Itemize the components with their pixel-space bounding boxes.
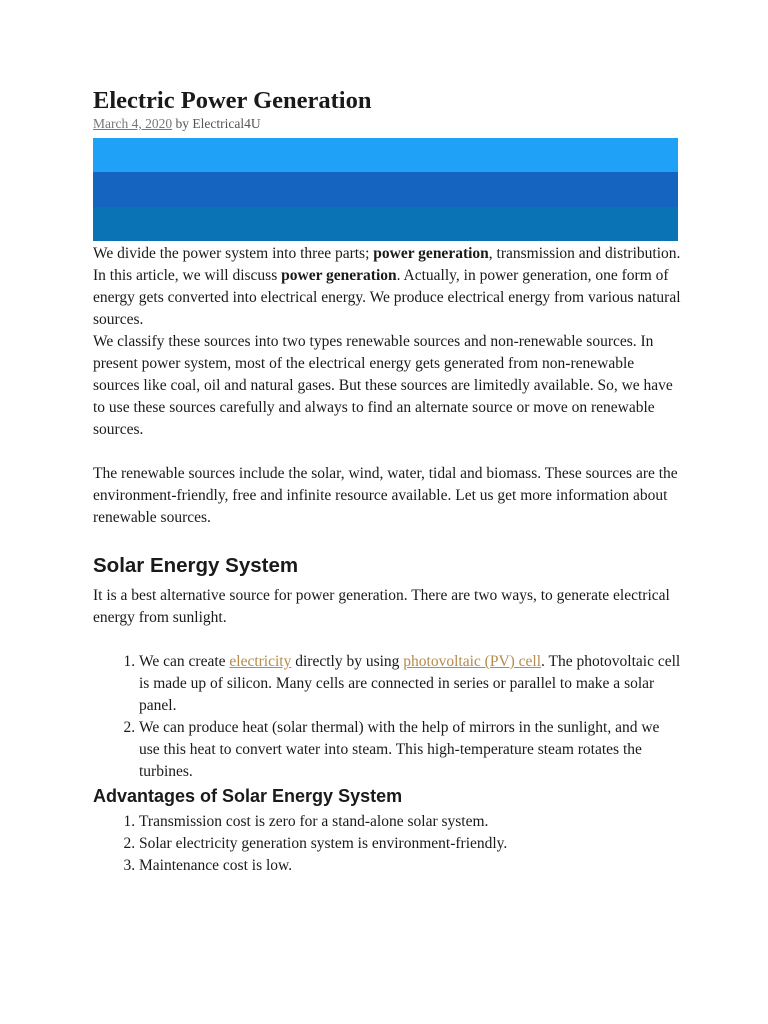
intro-bold-term: power generation <box>281 267 397 284</box>
banner-band-top <box>93 138 678 172</box>
list-item: 2. Solar electricity generation system is environment-friendly. <box>139 833 683 855</box>
list-text: directly by using <box>291 653 404 670</box>
byline-by: by <box>175 116 189 131</box>
banner-band-bottom <box>93 207 678 241</box>
author-name: Electrical4U <box>192 116 261 131</box>
article <box>93 86 683 877</box>
intro-bold-term: power generation <box>373 245 489 262</box>
list-text: . The photovoltaic cell is made up of silicon. Many cells are connected in series or parallel to make a solar panel. <box>139 653 681 714</box>
article-title: Electric Power Generation <box>93 87 372 114</box>
intro-text: We divide the power system into three parts; <box>93 245 374 262</box>
list-item: 1. Transmission cost is zero for a stand-alone solar system. <box>139 811 683 833</box>
intro-text: , transmission and distribution. In this article, we will discuss <box>93 245 681 284</box>
intro-paragraph-3: The renewable sources include the solar, wind, water, tidal and biomass. These sources are the environment-friendly, free and infinite resource available. Let us get more information about renewable sources. <box>93 465 678 526</box>
solar-methods-list <box>93 651 683 783</box>
section-heading-solar: Solar Energy System <box>93 554 299 577</box>
date-link[interactable]: March 4, 2020 <box>93 116 173 131</box>
list-item <box>139 651 683 717</box>
list-text: We can create <box>139 653 230 670</box>
intro-paragraph-1 <box>93 243 683 331</box>
list-item: 2. We can produce heat (solar thermal) with the help of mirrors in the sunlight, and we use this heat to convert water into steam. This high-temperature steam rotates the turbines. <box>139 717 683 783</box>
section-heading-advantages: Advantages of Solar Energy System <box>93 786 403 806</box>
intro-text: . Actually, in power generation, one form of energy gets converted into electrical energy. We produce electrical energy from various natural sources. <box>93 267 681 328</box>
header-banner-image <box>93 138 678 241</box>
advantages-list <box>93 811 683 877</box>
photovoltaic-cell-link[interactable]: photovoltaic (PV) cell <box>403 653 542 670</box>
electricity-link[interactable]: electricity <box>229 653 292 670</box>
list-item: 3. Maintenance cost is low. <box>139 855 683 877</box>
banner-band-middle <box>93 172 678 206</box>
solar-intro-paragraph: It is a best alternative source for power generation. There are two ways, to generate electrical energy from sunlight. <box>93 587 670 626</box>
intro-paragraph-2: We classify these sources into two types renewable sources and non-renewable sources. In present power system, most of the electrical energy gets generated from non-renewable sources like coal, oil and natural gases. But these sources are limitedly available. So, we have to use these sources carefully and always to find an alternate source or move on renewable sources. <box>93 333 673 438</box>
byline <box>93 116 683 132</box>
